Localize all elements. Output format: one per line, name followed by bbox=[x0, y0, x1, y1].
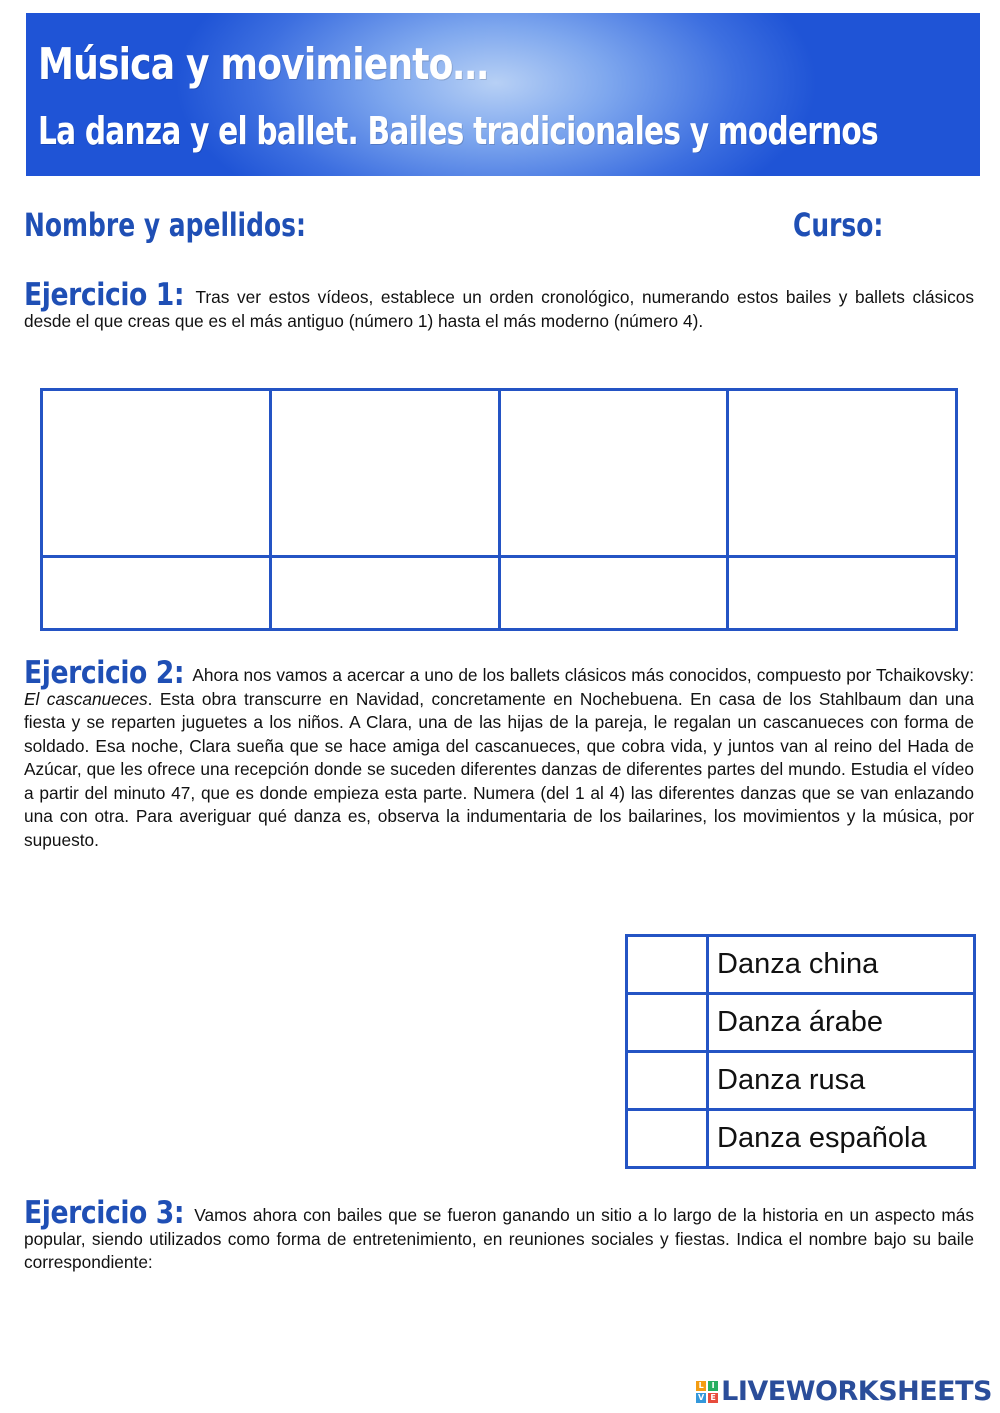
logo-letter: E bbox=[708, 1393, 718, 1403]
page-subtitle: La danza y el ballet. Bailes tradicionales y modernos bbox=[38, 109, 878, 153]
dance-row bbox=[627, 1052, 975, 1110]
dances-table bbox=[625, 934, 976, 1169]
exercise-3-heading: Ejercicio 3: bbox=[24, 1195, 185, 1231]
course-label: Curso: bbox=[793, 206, 884, 244]
logo-letter: L bbox=[696, 1381, 706, 1391]
logo-text: LIVEWORKSHEETS bbox=[721, 1376, 992, 1407]
chronology-grid bbox=[40, 388, 958, 631]
dance-label: Danza china bbox=[708, 936, 975, 994]
work-title: El cascanueces bbox=[24, 688, 148, 709]
dance-number-input[interactable] bbox=[627, 994, 708, 1052]
logo-letter: V bbox=[698, 1392, 705, 1402]
video-cell-4[interactable] bbox=[728, 390, 957, 557]
order-input-4[interactable] bbox=[728, 557, 957, 630]
video-cell-2[interactable] bbox=[270, 390, 499, 557]
header-banner bbox=[26, 13, 980, 176]
page-title: Música y movimiento… bbox=[38, 39, 488, 90]
name-label: Nombre y apellidos: bbox=[24, 206, 306, 244]
dance-label: Danza española bbox=[708, 1110, 975, 1168]
order-input-2[interactable] bbox=[270, 557, 499, 630]
exercise-3-text: Vamos ahora con bailes que se fueron ganando un sitio a lo largo de la historia en un aspecto más popular, siendo utilizados como forma de entretenimiento, en reuniones sociales y fiestas. Indica el nombre bajo su baile correspondiente: bbox=[24, 1205, 974, 1272]
exercise-2 bbox=[24, 655, 974, 852]
dance-row bbox=[627, 936, 975, 994]
dance-number-input[interactable] bbox=[627, 1052, 708, 1110]
exercise-1-text: Tras ver estos vídeos, establece un orden cronológico, numerando estos bailes y ballets clásicos desde el que creas que es el más antiguo (número 1) hasta el más moderno (número 4). bbox=[24, 287, 974, 331]
video-cell-1[interactable] bbox=[42, 390, 271, 557]
order-input-1[interactable] bbox=[42, 557, 271, 630]
video-cell-3[interactable] bbox=[499, 390, 728, 557]
exercise-2-text-before: Ahora nos vamos a acercar a uno de los ballets clásicos más conocidos, compuesto por Tchaikovsky: bbox=[192, 665, 974, 685]
dance-label: Danza rusa bbox=[708, 1052, 975, 1110]
order-input-3[interactable] bbox=[499, 557, 728, 630]
dance-label: Danza árabe bbox=[708, 994, 975, 1052]
dance-row bbox=[627, 1110, 975, 1168]
exercise-3 bbox=[24, 1195, 974, 1275]
dance-number-input[interactable] bbox=[627, 1110, 708, 1168]
exercise-1-heading: Ejercicio 1: bbox=[24, 277, 185, 313]
dance-row bbox=[627, 994, 975, 1052]
logo-letter: I bbox=[708, 1381, 718, 1391]
logo-mark-icon bbox=[696, 1381, 718, 1403]
dance-number-input[interactable] bbox=[627, 936, 708, 994]
liveworksheets-logo bbox=[696, 1376, 992, 1407]
exercise-1 bbox=[24, 277, 974, 333]
exercise-2-heading: Ejercicio 2: bbox=[24, 655, 185, 691]
exercise-2-text-after: . Esta obra transcurre en Navidad, concretamente en Nochebuena. En casa de los Stahlbaum dan una fiesta y se reparten juguetes a los niños. A Clara, una de las hijas de la pareja, le regalan un cascanueces con forma de soldado. Esa noche, Clara sueña que se hace amiga del cascanueces, que cobra vida, y juntos van al reino del Hada de Azúcar, que les ofrece una recepción donde se suceden diferentes danzas de diferentes partes del mundo. Estudia el vídeo a partir del minuto 47, que es donde empieza esta parte. Numera (del 1 al 4) las diferentes danzas que se van enlazando una con otra. Para averiguar qué danza es, observa la indumentaria de los bailarines, los movimientos y la música, por supuesto. bbox=[24, 688, 974, 850]
